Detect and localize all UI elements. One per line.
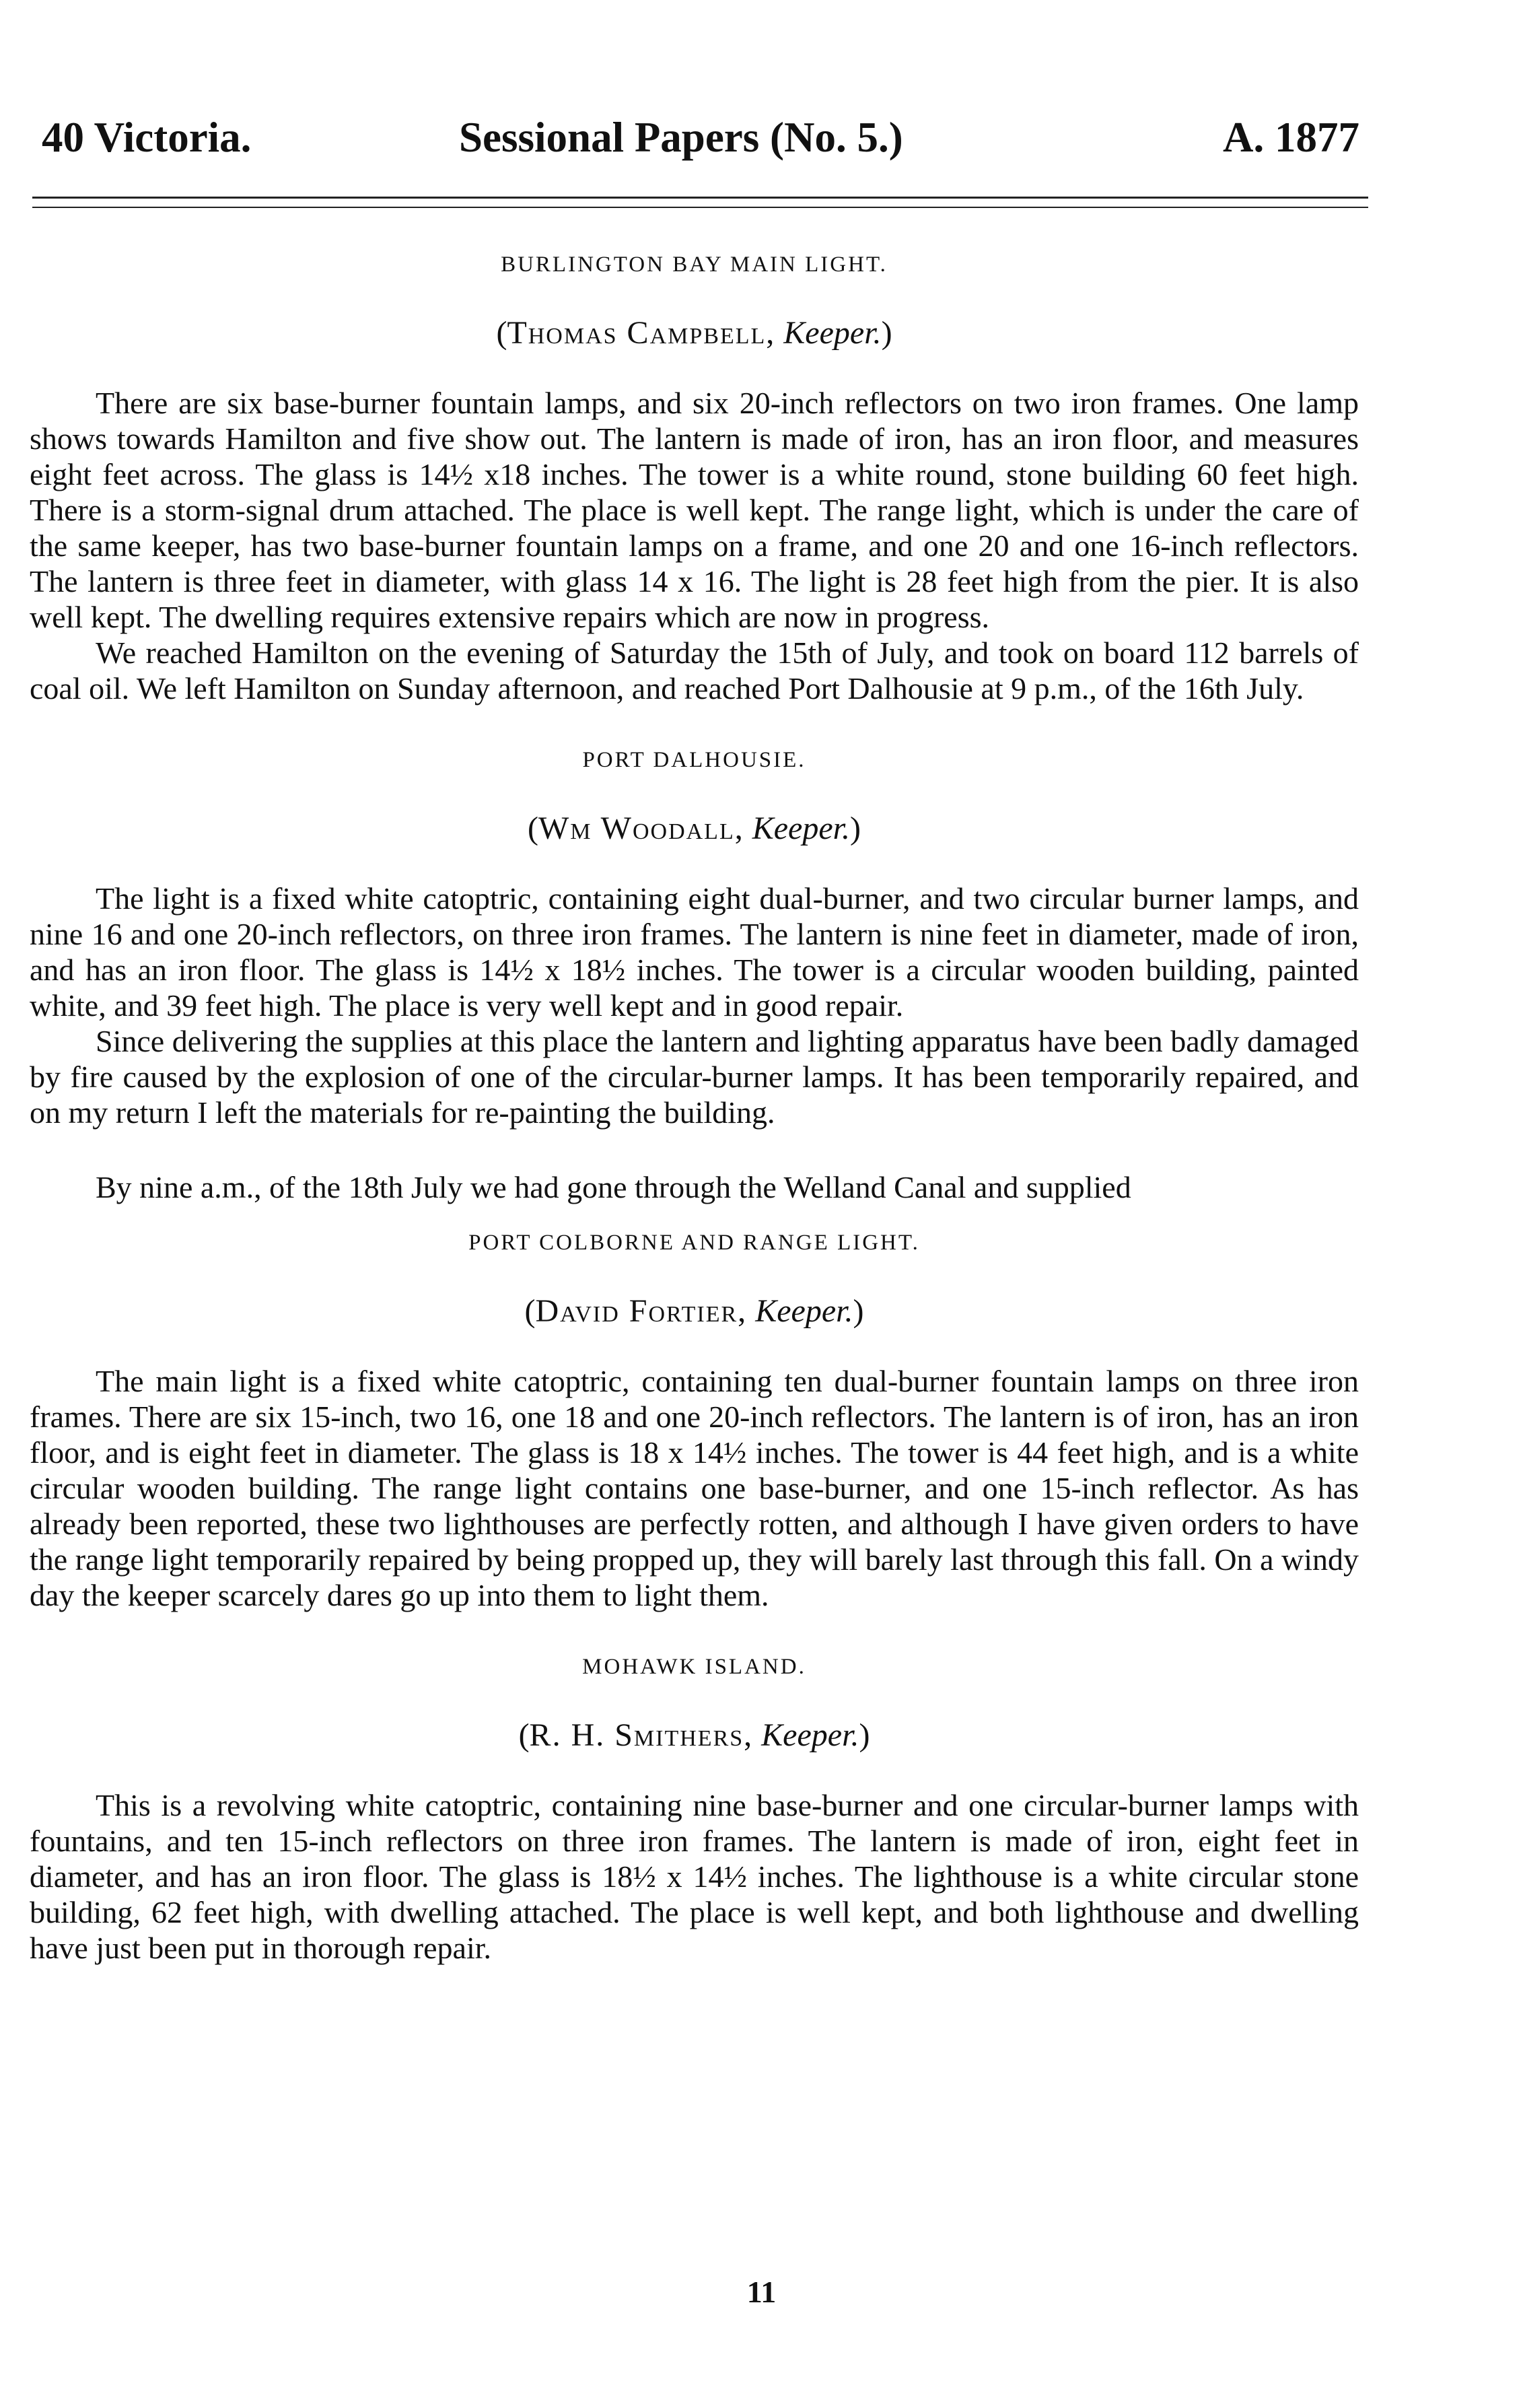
keeper-role: Keeper. — [761, 1717, 859, 1753]
paragraph: This is a revolving white catoptric, containing nine base-burner and one circular-burner lamps with fountains, and ten 15-inch reflectors on three iron frames. The lantern is made of iron, eight feet in diameter, and has an iron floor. The glass is 18½ x 14½ inches. The lighthouse is a white circular stone building, 62 feet high, with dwelling attached. The place is well kept, and both lighthouse and dwelling have just been put in thorough repair. — [30, 1788, 1359, 1965]
section-heading: MOHAWK ISLAND. — [582, 1655, 806, 1679]
header-volume: 40 Victoria. — [42, 114, 252, 161]
header-year: A. 1877 — [1223, 114, 1359, 161]
keeper-role: Keeper. — [755, 1293, 853, 1329]
running-header — [42, 113, 1359, 174]
section-mohawk-island — [30, 1655, 1359, 1966]
header-double-rule — [32, 197, 1368, 208]
paragraph: There are six base-burner fountain lamps, and six 20-inch reflectors on two iron frames. One lamp shows towards Hamilton and five show out. The lantern is made of iron, has an iron floor, and measures eight feet across. The glass is 14½ x18 inches. The tower is a white round, stone building 60 feet high. There is a storm-signal drum attached. The place is well kept. The range light, which is under the care of the same keeper, has two base-burner fountain lamps on a frame, and one 20 and one 16-inch reflectors. The lantern is three feet in diameter, with glass 14 x 16. The light is 28 feet high from the pier. It is also well kept. The dwelling requires extensive repairs which are now in progress. — [30, 386, 1359, 634]
keeper-name: R. H. Smithers, — [529, 1717, 754, 1753]
header-title: Sessional Papers (No. 5.) — [459, 114, 903, 161]
page-number: 11 — [746, 2275, 777, 2309]
paragraph: By nine a.m., of the 18th July we had gone through the Welland Canal and supplied — [96, 1170, 1131, 1204]
keeper-name: Wm Woodall, — [538, 811, 744, 846]
paragraph: The main light is a fixed white catoptric, containing ten dual-burner fountain lamps on three iron frames. There are six 15-inch, two 16, one 18 and one 20-inch reflectors. The lantern is of iron, has an iron floor, and is eight feet in diameter. The glass is 18 x 14½ inches. The tower is 44 feet high, and is a white circular wooden building. The range light contains one base-burner, and one 15-inch reflector. As has already been reported, these two lighthouses are perfectly rotten, and although I have given orders to have the range light temporarily repaired by being propped up, they will barely last through this fall. On a windy day the keeper scarcely dares go up into them to light them. — [30, 1364, 1359, 1612]
keeper-role: Keeper. — [783, 315, 882, 351]
section-port-colborne — [30, 1231, 1359, 1613]
keeper-line: (David Fortier, Keeper.) — [524, 1293, 864, 1329]
paragraph: The light is a fixed white catoptric, containing eight dual-burner, and two circular burner lamps, and nine 16 and one 20-inch reflectors, on three iron frames. The lantern is nine feet in diameter, made of iron, and has an iron floor. The glass is 14½ x 18½ inches. The tower is a circular wooden building, painted white, and 39 feet high. The place is very well kept and in good repair. — [30, 881, 1359, 1023]
paragraph: Since delivering the supplies at this place the lantern and lighting apparatus have been badly damaged by fire caused by the explosion of one of the circular-burner lamps. It has been temporarily repaired, and on my return I left the materials for re-painting the building. — [30, 1024, 1359, 1130]
keeper-line: (Wm Woodall, Keeper.) — [528, 811, 861, 846]
keeper-role: Keeper. — [752, 811, 851, 846]
paragraph: We reached Hamilton on the evening of Saturday the 15th of July, and took on board 112 barrels of coal oil. We left Hamilton on Sunday afternoon, and reached Port Dalhousie at 9 p.m., of the 16th July. — [30, 635, 1359, 706]
keeper-line: (R. H. Smithers, Keeper.) — [518, 1717, 870, 1753]
rule-line — [32, 197, 1368, 199]
section-heading: PORT COLBORNE AND RANGE LIGHT. — [468, 1231, 920, 1255]
rule-line — [32, 207, 1368, 208]
section-heading: PORT DALHOUSIE. — [582, 748, 806, 772]
keeper-name: Thomas Campbell, — [507, 315, 776, 351]
page-body — [30, 252, 1359, 1966]
section-heading: BURLINGTON BAY MAIN LIGHT. — [501, 252, 888, 277]
section-port-dalhousie — [30, 748, 1359, 1205]
keeper-name: David Fortier, — [535, 1293, 748, 1329]
keeper-line: (Thomas Campbell, Keeper.) — [496, 315, 892, 351]
section-burlington-bay — [30, 252, 1359, 706]
